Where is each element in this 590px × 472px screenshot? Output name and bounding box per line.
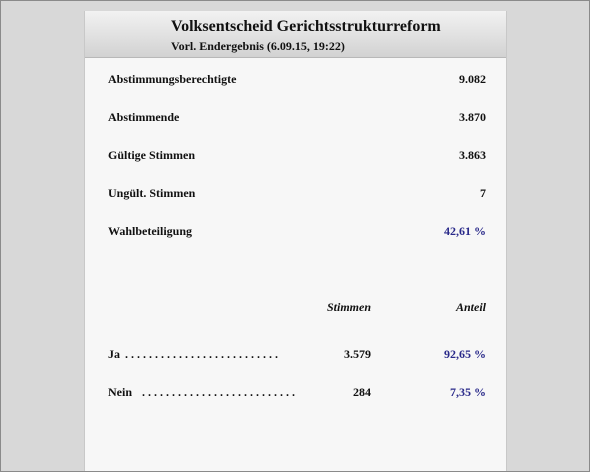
result-votes: 284 [353,385,371,399]
result-votes: 3.579 [344,347,371,361]
stat-label: Abstimmende [108,110,180,124]
stat-value: 9.082 [459,72,486,86]
stat-label: Wahlbeteiligung [108,224,193,238]
result-name: Nein [108,385,132,399]
result-share: 7,35 % [450,385,486,399]
stat-row-invalid [108,186,486,204]
panel-header [85,11,506,58]
stat-row-valid [108,148,486,166]
stat-value: 3.870 [459,110,486,124]
result-row-yes [108,347,486,365]
column-header-share: Anteil [455,300,486,314]
stat-label: Ungült. Stimmen [108,186,196,200]
stat-row-eligible [108,72,486,90]
result-share: 92,65 % [444,347,486,361]
page-subtitle: Vorl. Endergebnis (6.09.15, 19:22) [171,39,345,53]
stat-row-turnout [108,224,486,242]
result-row-no [108,385,486,403]
page-title: Volksentscheid Gerichtsstrukturreform [171,18,441,35]
stat-value: 7 [480,186,486,200]
stat-label: Gültige Stimmen [108,148,195,162]
stat-row-voters [108,110,486,128]
results-panel [84,11,507,471]
stat-value: 3.863 [459,148,486,162]
stat-label: Abstimmungsberechtigte [108,72,237,86]
column-header-votes: Stimmen [326,300,371,314]
dot-leader: . . . . . . . . . . . . . . . . . . . . . . . . . . [142,385,295,399]
dot-leader: . . . . . . . . . . . . . . . . . . . . . . . . . . [125,347,278,361]
result-name: Ja [108,347,120,361]
stat-value: 42,61 % [444,224,486,238]
